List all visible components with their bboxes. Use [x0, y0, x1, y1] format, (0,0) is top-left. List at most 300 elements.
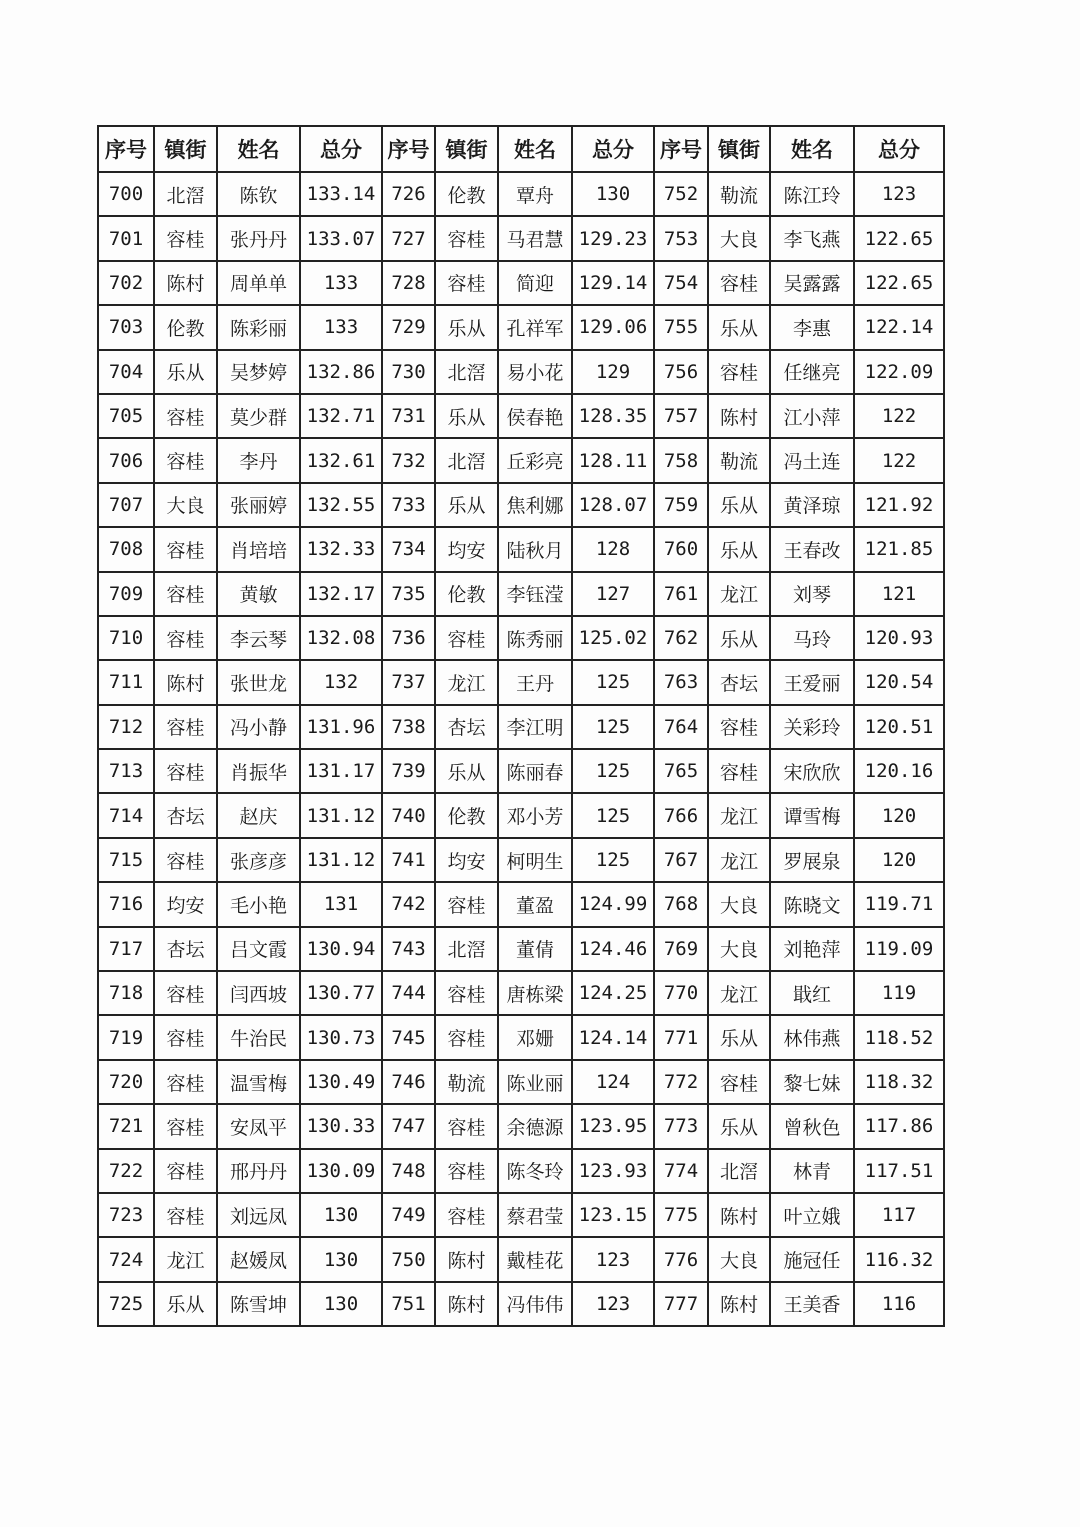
- town-cell: 乐从: [154, 350, 217, 394]
- index-cell: 770: [654, 971, 708, 1015]
- score-cell: 122: [854, 394, 944, 438]
- name-cell: 莫少群: [217, 394, 300, 438]
- table-row: [98, 438, 944, 482]
- name-cell: 施冠任: [770, 1237, 854, 1281]
- index-cell: 712: [98, 705, 154, 749]
- index-cell: 764: [654, 705, 708, 749]
- score-cell: 116.32: [854, 1237, 944, 1281]
- header-score-3: 总分: [854, 126, 944, 172]
- score-cell: 129.14: [572, 261, 654, 305]
- score-cell: 120: [854, 793, 944, 837]
- header-score-2: 总分: [572, 126, 654, 172]
- score-cell: 119: [854, 971, 944, 1015]
- header-index-2: 序号: [382, 126, 435, 172]
- score-cell: 120.54: [854, 660, 944, 704]
- index-cell: 718: [98, 971, 154, 1015]
- score-cell: 125: [572, 660, 654, 704]
- header-town-2: 镇街: [435, 126, 498, 172]
- town-cell: 北滘: [435, 438, 498, 482]
- index-cell: 746: [382, 1060, 435, 1104]
- town-cell: 容桂: [435, 882, 498, 926]
- index-cell: 769: [654, 927, 708, 971]
- name-cell: 冯土连: [770, 438, 854, 482]
- index-cell: 705: [98, 394, 154, 438]
- town-cell: 勒流: [435, 1060, 498, 1104]
- town-cell: 龙江: [708, 838, 770, 882]
- town-cell: 容桂: [154, 705, 217, 749]
- town-cell: 容桂: [154, 749, 217, 793]
- town-cell: 乐从: [708, 527, 770, 571]
- town-cell: 容桂: [435, 1104, 498, 1148]
- name-cell: 李飞燕: [770, 216, 854, 260]
- town-cell: 容桂: [708, 350, 770, 394]
- name-cell: 陈钦: [217, 172, 300, 216]
- score-cell: 118.52: [854, 1015, 944, 1059]
- name-cell: 冯小静: [217, 705, 300, 749]
- score-cell: 132: [300, 660, 382, 704]
- name-cell: 侯春艳: [498, 394, 572, 438]
- table-row: [98, 882, 944, 926]
- score-cell: 119.71: [854, 882, 944, 926]
- index-cell: 734: [382, 527, 435, 571]
- name-cell: 毛小艳: [217, 882, 300, 926]
- index-cell: 740: [382, 793, 435, 837]
- score-cell: 125: [572, 705, 654, 749]
- name-cell: 李云琴: [217, 616, 300, 660]
- index-cell: 729: [382, 305, 435, 349]
- table-row: [98, 660, 944, 704]
- town-cell: 乐从: [435, 394, 498, 438]
- score-cell: 131.12: [300, 793, 382, 837]
- name-cell: 林伟燕: [770, 1015, 854, 1059]
- town-cell: 陈村: [708, 1193, 770, 1237]
- town-cell: 勒流: [708, 172, 770, 216]
- index-cell: 747: [382, 1104, 435, 1148]
- index-cell: 702: [98, 261, 154, 305]
- score-cell: 117: [854, 1193, 944, 1237]
- town-cell: 伦教: [154, 305, 217, 349]
- name-cell: 唐栋梁: [498, 971, 572, 1015]
- name-cell: 邓姗: [498, 1015, 572, 1059]
- name-cell: 马玲: [770, 616, 854, 660]
- town-cell: 北滘: [154, 172, 217, 216]
- score-cell: 125: [572, 838, 654, 882]
- score-cell: 117.86: [854, 1104, 944, 1148]
- index-cell: 710: [98, 616, 154, 660]
- table-row: [98, 616, 944, 660]
- index-cell: 733: [382, 483, 435, 527]
- town-cell: 北滘: [708, 1149, 770, 1193]
- index-cell: 748: [382, 1149, 435, 1193]
- name-cell: 张世龙: [217, 660, 300, 704]
- score-cell: 124.25: [572, 971, 654, 1015]
- name-cell: 陈彩丽: [217, 305, 300, 349]
- name-cell: 王丹: [498, 660, 572, 704]
- name-cell: 陈晓文: [770, 882, 854, 926]
- header-name-2: 姓名: [498, 126, 572, 172]
- name-cell: 牛治民: [217, 1015, 300, 1059]
- index-cell: 750: [382, 1237, 435, 1281]
- score-cell: 124: [572, 1060, 654, 1104]
- score-cell: 129.06: [572, 305, 654, 349]
- index-cell: 723: [98, 1193, 154, 1237]
- name-cell: 肖培培: [217, 527, 300, 571]
- town-cell: 均安: [435, 838, 498, 882]
- name-cell: 赵庆: [217, 793, 300, 837]
- table-row: [98, 793, 944, 837]
- score-cell: 123: [572, 1282, 654, 1326]
- score-cell: 125: [572, 749, 654, 793]
- town-cell: 大良: [154, 483, 217, 527]
- score-cell: 128: [572, 527, 654, 571]
- name-cell: 黄泽琼: [770, 483, 854, 527]
- score-cell: 131.96: [300, 705, 382, 749]
- score-cell: 122.65: [854, 216, 944, 260]
- score-table: [97, 125, 945, 1327]
- town-cell: 容桂: [154, 572, 217, 616]
- table-row: [98, 216, 944, 260]
- name-cell: 吴梦婷: [217, 350, 300, 394]
- header-town-1: 镇街: [154, 126, 217, 172]
- index-cell: 762: [654, 616, 708, 660]
- town-cell: 伦教: [435, 572, 498, 616]
- table-row: [98, 305, 944, 349]
- index-cell: 720: [98, 1060, 154, 1104]
- score-cell: 130.09: [300, 1149, 382, 1193]
- index-cell: 735: [382, 572, 435, 616]
- name-cell: 闫西坡: [217, 971, 300, 1015]
- name-cell: 吴露露: [770, 261, 854, 305]
- name-cell: 曾秋色: [770, 1104, 854, 1148]
- index-cell: 758: [654, 438, 708, 482]
- town-cell: 容桂: [708, 261, 770, 305]
- name-cell: 戴桂花: [498, 1237, 572, 1281]
- name-cell: 覃舟: [498, 172, 572, 216]
- town-cell: 乐从: [435, 483, 498, 527]
- index-cell: 774: [654, 1149, 708, 1193]
- index-cell: 776: [654, 1237, 708, 1281]
- index-cell: 741: [382, 838, 435, 882]
- name-cell: 宋欣欣: [770, 749, 854, 793]
- score-cell: 127: [572, 572, 654, 616]
- score-cell: 131: [300, 882, 382, 926]
- score-cell: 130: [572, 172, 654, 216]
- name-cell: 余德源: [498, 1104, 572, 1148]
- town-cell: 容桂: [435, 1149, 498, 1193]
- name-cell: 张丽婷: [217, 483, 300, 527]
- index-cell: 771: [654, 1015, 708, 1059]
- score-cell: 130: [300, 1282, 382, 1326]
- score-cell: 132.17: [300, 572, 382, 616]
- index-cell: 715: [98, 838, 154, 882]
- table-row: [98, 483, 944, 527]
- index-cell: 759: [654, 483, 708, 527]
- index-cell: 703: [98, 305, 154, 349]
- town-cell: 容桂: [154, 1149, 217, 1193]
- score-cell: 123.15: [572, 1193, 654, 1237]
- index-cell: 744: [382, 971, 435, 1015]
- index-cell: 704: [98, 350, 154, 394]
- index-cell: 728: [382, 261, 435, 305]
- name-cell: 蔡君莹: [498, 1193, 572, 1237]
- score-cell: 124.14: [572, 1015, 654, 1059]
- score-cell: 118.32: [854, 1060, 944, 1104]
- header-name-1: 姓名: [217, 126, 300, 172]
- score-cell: 130: [300, 1193, 382, 1237]
- score-cell: 124.99: [572, 882, 654, 926]
- town-cell: 容桂: [154, 394, 217, 438]
- score-cell: 123: [572, 1237, 654, 1281]
- name-cell: 陈冬玲: [498, 1149, 572, 1193]
- index-cell: 761: [654, 572, 708, 616]
- score-cell: 121.85: [854, 527, 944, 571]
- index-cell: 751: [382, 1282, 435, 1326]
- name-cell: 李江明: [498, 705, 572, 749]
- name-cell: 易小花: [498, 350, 572, 394]
- name-cell: 张彦彦: [217, 838, 300, 882]
- town-cell: 容桂: [435, 261, 498, 305]
- name-cell: 安凤平: [217, 1104, 300, 1148]
- header-town-3: 镇街: [708, 126, 770, 172]
- index-cell: 739: [382, 749, 435, 793]
- score-cell: 131.12: [300, 838, 382, 882]
- name-cell: 刘琴: [770, 572, 854, 616]
- town-cell: 龙江: [435, 660, 498, 704]
- name-cell: 焦利娜: [498, 483, 572, 527]
- table-row: [98, 394, 944, 438]
- name-cell: 陆秋月: [498, 527, 572, 571]
- name-cell: 陈丽春: [498, 749, 572, 793]
- name-cell: 林青: [770, 1149, 854, 1193]
- score-cell: 119.09: [854, 927, 944, 971]
- score-cell: 133: [300, 305, 382, 349]
- name-cell: 周单单: [217, 261, 300, 305]
- index-cell: 738: [382, 705, 435, 749]
- index-cell: 736: [382, 616, 435, 660]
- score-cell: 132.71: [300, 394, 382, 438]
- name-cell: 黎七妹: [770, 1060, 854, 1104]
- index-cell: 732: [382, 438, 435, 482]
- header-name-3: 姓名: [770, 126, 854, 172]
- score-cell: 132.08: [300, 616, 382, 660]
- score-cell: 120: [854, 838, 944, 882]
- score-cell: 133: [300, 261, 382, 305]
- town-cell: 杏坛: [154, 927, 217, 971]
- index-cell: 777: [654, 1282, 708, 1326]
- table-row: [98, 749, 944, 793]
- name-cell: 李钰滢: [498, 572, 572, 616]
- score-cell: 132.33: [300, 527, 382, 571]
- index-cell: 721: [98, 1104, 154, 1148]
- index-cell: 743: [382, 927, 435, 971]
- name-cell: 吕文霞: [217, 927, 300, 971]
- town-cell: 均安: [154, 882, 217, 926]
- index-cell: 760: [654, 527, 708, 571]
- name-cell: 李丹: [217, 438, 300, 482]
- index-cell: 709: [98, 572, 154, 616]
- table-body: [98, 172, 944, 1326]
- score-cell: 130.73: [300, 1015, 382, 1059]
- name-cell: 温雪梅: [217, 1060, 300, 1104]
- town-cell: 大良: [708, 927, 770, 971]
- name-cell: 陈雪坤: [217, 1282, 300, 1326]
- town-cell: 容桂: [154, 1104, 217, 1148]
- town-cell: 乐从: [708, 1015, 770, 1059]
- town-cell: 北滘: [435, 927, 498, 971]
- index-cell: 773: [654, 1104, 708, 1148]
- table-row: [98, 261, 944, 305]
- score-cell: 133.14: [300, 172, 382, 216]
- score-cell: 123.95: [572, 1104, 654, 1148]
- town-cell: 容桂: [154, 1060, 217, 1104]
- index-cell: 725: [98, 1282, 154, 1326]
- name-cell: 邓小芳: [498, 793, 572, 837]
- score-cell: 120.16: [854, 749, 944, 793]
- score-cell: 122.09: [854, 350, 944, 394]
- score-cell: 129.23: [572, 216, 654, 260]
- town-cell: 乐从: [708, 483, 770, 527]
- town-cell: 乐从: [708, 305, 770, 349]
- index-cell: 755: [654, 305, 708, 349]
- town-cell: 陈村: [708, 394, 770, 438]
- town-cell: 伦教: [435, 172, 498, 216]
- town-cell: 北滘: [435, 350, 498, 394]
- name-cell: 董倩: [498, 927, 572, 971]
- score-cell: 130.94: [300, 927, 382, 971]
- table-row: [98, 350, 944, 394]
- town-cell: 均安: [435, 527, 498, 571]
- town-cell: 容桂: [154, 971, 217, 1015]
- index-cell: 727: [382, 216, 435, 260]
- score-cell: 130.33: [300, 1104, 382, 1148]
- score-cell: 130.77: [300, 971, 382, 1015]
- table-header: [98, 126, 944, 172]
- index-cell: 752: [654, 172, 708, 216]
- name-cell: 刘艳萍: [770, 927, 854, 971]
- name-cell: 谭雪梅: [770, 793, 854, 837]
- index-cell: 766: [654, 793, 708, 837]
- index-cell: 731: [382, 394, 435, 438]
- table-row: [98, 838, 944, 882]
- town-cell: 乐从: [708, 1104, 770, 1148]
- name-cell: 董盈: [498, 882, 572, 926]
- table-row: [98, 572, 944, 616]
- town-cell: 容桂: [708, 1060, 770, 1104]
- index-cell: 711: [98, 660, 154, 704]
- index-cell: 726: [382, 172, 435, 216]
- index-cell: 707: [98, 483, 154, 527]
- score-cell: 116: [854, 1282, 944, 1326]
- town-cell: 龙江: [708, 572, 770, 616]
- score-cell: 120.51: [854, 705, 944, 749]
- name-cell: 陈江玲: [770, 172, 854, 216]
- score-cell: 128.07: [572, 483, 654, 527]
- table-row: [98, 527, 944, 571]
- name-cell: 罗展泉: [770, 838, 854, 882]
- town-cell: 大良: [708, 882, 770, 926]
- header-score-1: 总分: [300, 126, 382, 172]
- score-cell: 128.11: [572, 438, 654, 482]
- index-cell: 757: [654, 394, 708, 438]
- town-cell: 龙江: [154, 1237, 217, 1281]
- town-cell: 陈村: [708, 1282, 770, 1326]
- index-cell: 714: [98, 793, 154, 837]
- town-cell: 大良: [708, 1237, 770, 1281]
- index-cell: 754: [654, 261, 708, 305]
- town-cell: 容桂: [154, 616, 217, 660]
- name-cell: 王春改: [770, 527, 854, 571]
- index-cell: 767: [654, 838, 708, 882]
- header-index-3: 序号: [654, 126, 708, 172]
- score-cell: 123: [854, 172, 944, 216]
- town-cell: 乐从: [708, 616, 770, 660]
- name-cell: 肖振华: [217, 749, 300, 793]
- index-cell: 742: [382, 882, 435, 926]
- index-cell: 730: [382, 350, 435, 394]
- table-row: [98, 1104, 944, 1148]
- town-cell: 容桂: [435, 216, 498, 260]
- table-row: [98, 172, 944, 216]
- score-cell: 133.07: [300, 216, 382, 260]
- name-cell: 刘远凤: [217, 1193, 300, 1237]
- index-cell: 716: [98, 882, 154, 926]
- name-cell: 柯明生: [498, 838, 572, 882]
- town-cell: 杏坛: [435, 705, 498, 749]
- index-cell: 775: [654, 1193, 708, 1237]
- name-cell: 邢丹丹: [217, 1149, 300, 1193]
- index-cell: 706: [98, 438, 154, 482]
- index-cell: 724: [98, 1237, 154, 1281]
- table-row: [98, 1282, 944, 1326]
- name-cell: 任继亮: [770, 350, 854, 394]
- town-cell: 容桂: [154, 1015, 217, 1059]
- index-cell: 737: [382, 660, 435, 704]
- name-cell: 王爱丽: [770, 660, 854, 704]
- town-cell: 勒流: [708, 438, 770, 482]
- score-cell: 132.61: [300, 438, 382, 482]
- score-cell: 130: [300, 1237, 382, 1281]
- table-row: [98, 971, 944, 1015]
- index-cell: 772: [654, 1060, 708, 1104]
- name-cell: 孔祥军: [498, 305, 572, 349]
- name-cell: 叶立娥: [770, 1193, 854, 1237]
- town-cell: 容桂: [435, 1015, 498, 1059]
- town-cell: 容桂: [154, 216, 217, 260]
- table-row: [98, 705, 944, 749]
- score-cell: 117.51: [854, 1149, 944, 1193]
- score-cell: 131.17: [300, 749, 382, 793]
- name-cell: 赵媛凤: [217, 1237, 300, 1281]
- index-cell: 722: [98, 1149, 154, 1193]
- name-cell: 丘彩亮: [498, 438, 572, 482]
- index-cell: 701: [98, 216, 154, 260]
- score-cell: 122.65: [854, 261, 944, 305]
- town-cell: 容桂: [708, 705, 770, 749]
- table-row: [98, 927, 944, 971]
- score-cell: 130.49: [300, 1060, 382, 1104]
- score-cell: 120.93: [854, 616, 944, 660]
- score-cell: 121.92: [854, 483, 944, 527]
- header-row: [98, 126, 944, 172]
- town-cell: 陈村: [435, 1282, 498, 1326]
- index-cell: 768: [654, 882, 708, 926]
- name-cell: 王美香: [770, 1282, 854, 1326]
- name-cell: 陈业丽: [498, 1060, 572, 1104]
- index-cell: 765: [654, 749, 708, 793]
- town-cell: 容桂: [708, 749, 770, 793]
- town-cell: 容桂: [435, 1193, 498, 1237]
- name-cell: 陈秀丽: [498, 616, 572, 660]
